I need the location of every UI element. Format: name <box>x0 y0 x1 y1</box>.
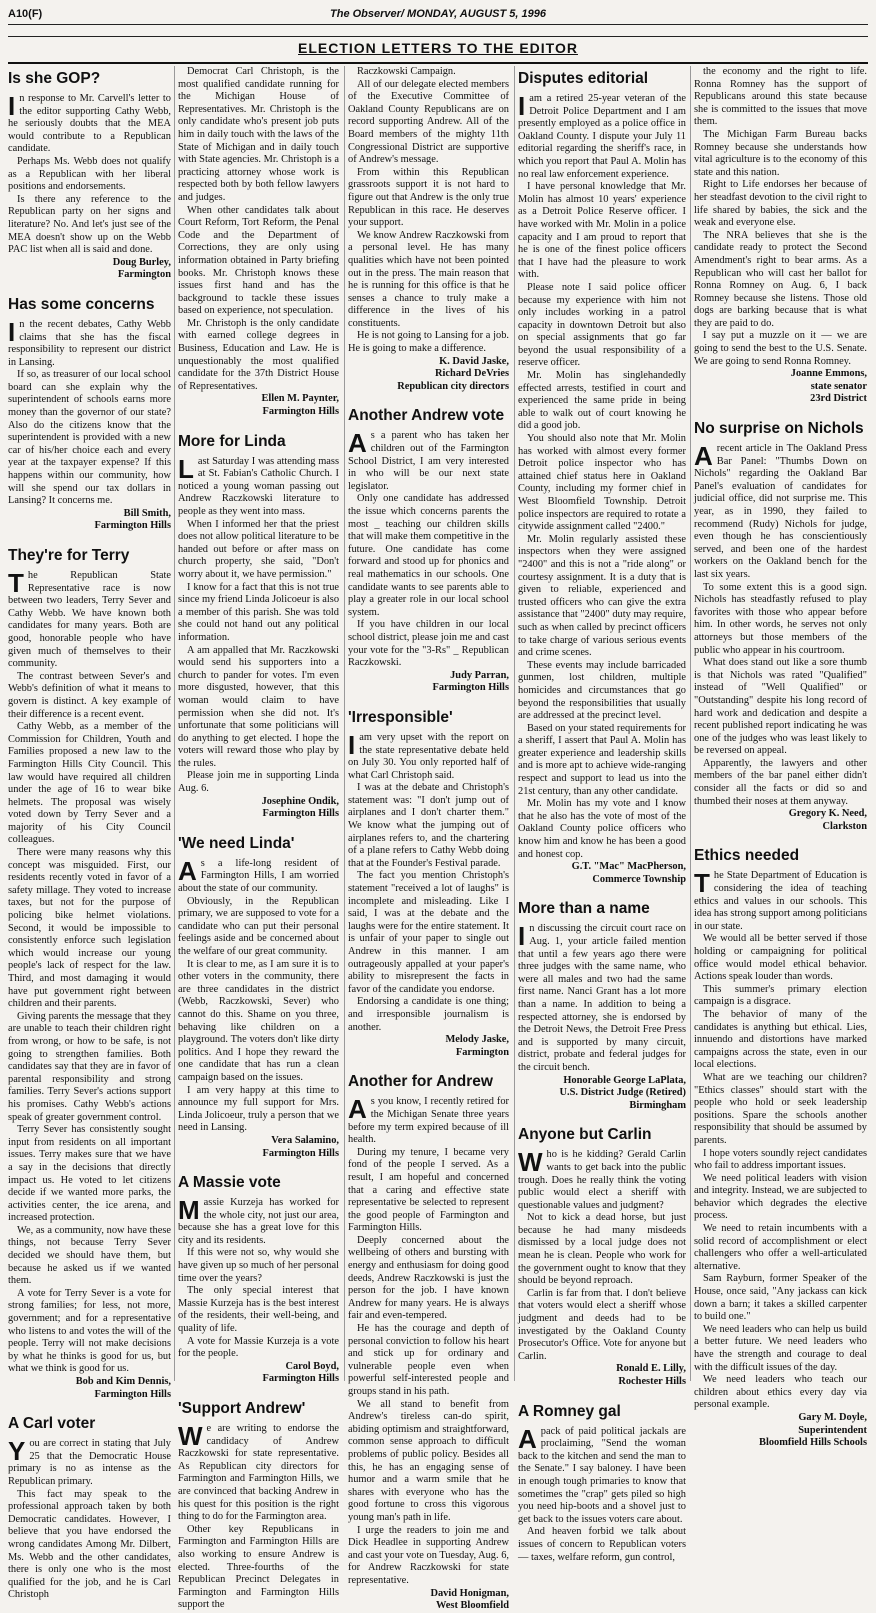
letter-headline: 'Support Andrew' <box>178 1400 306 1417</box>
letter-signature <box>518 1363 686 1388</box>
letter-paragraph: Deeply concerned about the wellbeing of others and bursting with energy and enthusiasm for doing good deeds, Andrew Raczkowski is just the person for the job. I have known Andrew for many years. He is always fair and even-tempered. <box>348 1234 509 1322</box>
letter-paragraph <box>8 93 171 156</box>
letter-signature <box>518 1075 686 1113</box>
section-rule <box>8 36 868 37</box>
letter-paragraph: These events may include barricaded gunmen, lost children, multiple homicides and circumstances that go beyond the responsibilities that usually are addressed at the precinct level. <box>518 659 686 722</box>
letter-paragraph <box>348 1096 509 1146</box>
letter <box>8 547 171 1401</box>
paragraph-text: recent article in The Oakland Press Bar Panel: "Thumbs Down on Nichols" regarding the Oakland Bar Panel's evaluation of candidates for judicial office, did not surprise me. This year, as in 1990, they failed to recommend (Rudy) Nichols for judge, even though he has conscientiously served, and been one of the hardest workers on the Oakland bench for the last six years. <box>694 443 867 580</box>
drop-cap: I <box>518 91 526 121</box>
letter-paragraph: Cathy Webb, as a member of the Commission for Children, Youth and Families proposed a new law to the Farmington Hills City Council. This law would have required all children under the age of 16 to wear bike helmets. The proposal was wisely voted down by Terry Sever and a majority of his City Council colleagues. <box>8 721 171 846</box>
letter-signature <box>348 670 509 695</box>
letter-paragraph <box>518 923 686 1074</box>
signature-line: Joanne Emmons, <box>790 368 867 380</box>
letter-paragraph: Sam Rayburn, former Speaker of the House, once said, "Any jackass can kick down a barn; it takes a skilled carpenter to build one." <box>694 1273 867 1323</box>
letter-paragraph: You should also note that Mr. Molin has worked with almost every former Detroit police inspector who has attained chief status here in Oakland County, including my former chief in West Bloomfield Township. Detroit police inspectors are required to rotate a citywide assignment called "2400." <box>518 433 686 533</box>
column-2 <box>178 66 340 1611</box>
paragraph-text: n discussing the circuit court race on Aug. 1, your article failed mention that until a few years ago there were three judges with the same name, who were all males and two had the same first name. Nanci Grant has a lot more than a name. In addition to being a respected attorney, she is endorsed by the Detroit News, the Detroit Free Press and is supported by many circuit, district, probate and federal judges for the circuit bench. <box>518 923 686 1073</box>
letter-paragraph: We would all be better served if those holding or campaigning for political office would model ethical behavior. Actions speak louder than words. <box>694 933 867 983</box>
letter-paragraph: There were many reasons why this concept was misguided. First, our residents recently voted in favor of a safety millage. They voted to increase taxes, but not for the purpose of policing bike helmet violations. Second, it would be impossible to consistently enforce such legislation which would increase our young people's lack of respect for the law. Third, and most damaging it would have put government right between children and their parents. <box>8 847 171 1010</box>
letter-paragraph <box>178 855 339 896</box>
letter-paragraph: Obviously, in the Republican primary, we are supposed to vote for a candidate who can put their personal feelings aside and be concerned about the welfare of our great community. <box>178 895 339 957</box>
letter-paragraph: Right to Life endorses her because of her steadfast devotion to the civil right to life shared by babies, the sick and the weak and everyone else. <box>694 179 867 229</box>
letter-headline: 'We need Linda' <box>178 834 295 852</box>
letter-paragraph: If you have children in our local school district, please join me and cast your vote for the "3-Rs" _ Republican Raczkowski. <box>348 619 509 669</box>
letter-paragraph: A vote for Massie Kurzeja is a vote for the people. <box>178 1335 339 1360</box>
drop-cap: Y <box>8 1436 26 1467</box>
signature-line: Melody Jaske, <box>445 1034 509 1046</box>
letter-paragraph: The only special interest that Massie Kurzeja has is the best interest of the residents, their well-being, and quality of life. <box>178 1285 339 1335</box>
letter <box>8 296 171 533</box>
letter-paragraph: I have personal knowledge that Mr. Molin has almost 10 years' experience as a Detroit Police Reserve officer. I have worked with Mr. Molin in a police capacity and I am proud to report that he is one of the finest police officers that I have had the pleasure to work with. <box>518 181 686 281</box>
letter <box>348 1073 509 1612</box>
letter-paragraph: I hope voters soundly reject candidates who fail to address important issues. <box>694 1147 867 1172</box>
column-divider <box>514 66 515 1381</box>
letter-paragraph: Apparently, the lawyers and other members of the bar panel either didn't consider all the facts or did so and thumbed their noses at them anyway. <box>694 757 867 807</box>
signature-line: U.S. District Judge (Retired) <box>559 1087 686 1099</box>
letter-paragraph: Mr. Molin regularly assisted these inspectors when they were assigned "2400" and this is not a "ride along" or courtesy assignment. It is a duty that is given to reliable, experienced and trusted officers who can give the extra assistance that "2400" duty may require, such as when called by precinct officers to take charge of various serious events and crime scenes. <box>518 533 686 659</box>
letter-paragraph: I am very happy at this time to announce my full support for Mrs. Linda Jolicoeur, truly a person that we need in Lansing. <box>178 1084 339 1134</box>
letter-paragraph: Is there any reference to the Republican party on her signs and literature? No. And let's just see of the MEA doesn't show up on the Webb PAC list when all is said and done. <box>8 193 171 256</box>
drop-cap: T <box>694 868 710 899</box>
letter-paragraph: We need political leaders with vision and integrity. Instead, we are subjected to behavior which degrades the elective process. <box>694 1172 867 1222</box>
letter <box>518 70 686 886</box>
column-4 <box>518 66 686 1563</box>
letter-headline: A Massie vote <box>178 1174 281 1192</box>
letter-paragraph: We know Andrew Raczkowski from a personal level. He has many qualities which have not been pointed out in the press. The main reason that he is running for this office is that he senses a chance to truly make a difference in the lives of his constituents. <box>348 229 509 329</box>
letter-paragraph: If so, as treasurer of our local school board can she explain why the superintendent of schools earns more money than the governor of our state? Also do the citizens know that the superintendent is provided with a new car of his/her choice each and every year at the taxpayer expense? If this happens within our community, how will she spend our tax dollars in Lansing? It concerns me. <box>8 369 171 507</box>
letter <box>518 900 686 1112</box>
letter-paragraph: We need to retain incumbents with a solid record of accomplishment or elect challengers who offer a well-articulated alternative. <box>694 1223 867 1272</box>
signature-line: Gary M. Doyle, <box>798 1411 867 1423</box>
signature-line: Republican city directors <box>397 380 509 392</box>
page-number: A10(F) <box>8 8 43 20</box>
drop-cap: I <box>348 729 356 760</box>
drop-cap: I <box>8 316 16 347</box>
letter-paragraph: And heaven forbid we talk about issues of concern to Republican voters — taxes, welfare reform, gun control, <box>518 1526 686 1563</box>
letter-signature <box>8 508 171 533</box>
drop-cap: I <box>518 921 526 952</box>
letter-paragraph <box>694 443 867 582</box>
signature-line: Farmington Hills <box>432 682 509 694</box>
top-rule <box>8 24 868 25</box>
column-5 <box>694 66 867 1449</box>
letter-signature <box>348 1588 509 1613</box>
letter-paragraph: It is clear to me, as I am sure it is to other voters in the community, there are three candidates in the district (Webb, Raczkowski, Sever) who cannot do this. Shame on you three, behaving like children on a playground. The voters don't like dirty politics. And I hope they reward the one candidate that has run a clean campaign based on the issues. <box>178 958 339 1083</box>
banner-rule <box>8 62 868 64</box>
signature-line: Josephine Ondik, <box>261 795 339 807</box>
letter-paragraph: We need leaders who teach our children about ethics every day via personal example. <box>694 1374 867 1411</box>
signature-line: Birmingham <box>629 1099 686 1111</box>
page-folio <box>8 6 868 24</box>
column-1 <box>8 66 171 1601</box>
letter-paragraph: He is not going to Lansing for a job. He is going to make a difference. <box>348 330 509 355</box>
drop-cap: M <box>178 1195 200 1226</box>
letter-paragraph <box>8 1438 171 1488</box>
paragraph-text: e are writing to endorse the candidacy of Andrew Raczkowski for state representative. As Republican city directors for Farmington and Farmington Hills, we are convinced that backing Andrew in his quest for this position is the right thing to do for the Farmington area. <box>178 1423 339 1523</box>
column-divider <box>344 66 345 1381</box>
column-divider <box>174 66 175 1381</box>
letter-headline: More for Linda <box>178 432 286 450</box>
letter-paragraph: A am appalled that Mr. Raczkowski would send his supporters into a church to pander for votes. I'm even more disgusted, however, that this woman would claim to have permission when she did not. It's unfortunate that some politicians will do anything to get elected. I hope the voters will reward those who play by the rules. <box>178 644 339 769</box>
letter-paragraph: Mr. Molin has singlehandedly effected arrests, testified in court and experienced the same pride in being able to walk out of court knowing he did a good job. <box>518 370 686 432</box>
letter-headline: They're for Terry <box>8 547 130 564</box>
letter-headline: A Carl voter <box>8 1415 96 1433</box>
letter-headline: No surprise on Nichols <box>694 420 864 438</box>
letter-paragraph: I urge the readers to join me and Dick Headlee in supporting Andrew and cast your vote on Tuesday, Aug. 6, for Andrew Raczkowski for state representative. <box>348 1524 509 1586</box>
letter <box>694 66 867 406</box>
letter <box>178 433 339 821</box>
signature-line: Farmington Hills <box>94 520 171 532</box>
letter-paragraph: the economy and the right to life. Ronna Romney has the support of Republicans around this state because she is committed to the issues that move them. <box>694 66 867 128</box>
letter-paragraph: If this were not so, why would she have given up so much of her personal time over the years? <box>178 1247 339 1284</box>
letter-paragraph: The contrast between Sever's and Webb's definition of what it means to govern is distinct. A key example of their difference is a recent event. <box>8 670 171 720</box>
letter-paragraph: Carlin is far from that. I don't believe that voters would elect a sheriff whose judgment and deeds had to be investigated by the Oakland County Prosecutor's Office. Vote for anyone but Carlin. <box>518 1287 686 1362</box>
letter-signature <box>178 1361 339 1386</box>
signature-line: Richard DeVries <box>435 368 509 380</box>
letter-paragraph: Not to kick a dead horse, but just because he had many misdeeds dismissed by a local judge does not mean he is clean. People who work for the government ought to know that they should be beyond reproach. <box>518 1212 686 1287</box>
letter-signature <box>348 1034 509 1059</box>
letter <box>348 407 509 694</box>
letter-paragraph <box>348 729 509 782</box>
letter-paragraph: We need leaders who can help us build a better future. We need leaders who have the strength and courage to deal with the difficult issues of the day. <box>694 1323 867 1373</box>
letter-paragraph <box>178 453 339 519</box>
paragraph-text: ou are correct in stating that July 25 that the Democratic House primary is no as intense as the Republican primary. <box>8 1438 171 1487</box>
letter <box>518 1126 686 1388</box>
column-3 <box>348 66 509 1612</box>
signature-line: Bob and Kim Dennis, <box>75 1376 171 1387</box>
drop-cap: W <box>518 1147 543 1178</box>
letter-paragraph: The NRA believes that she is the candidate ready to protect the Second Amendment's right to bear arms. As a Republican who will cast her ballot for Ronna Romney on Aug. 6, I back Romney because she listens. Those old dogs are barking because that is what they are paid to do. <box>694 229 867 329</box>
letter-paragraph: Only one candidate has addressed the issue which concerns parents the most _ teaching our children skills that will make them competitive in the future. One candidate has come forward and stood up for phonics and real mathematics in our schools. One candidate wants to see parents able to play a greater role in our local school system. <box>348 493 509 618</box>
signature-line: G.T. "Mac" MacPherson, <box>571 861 686 873</box>
paragraph-text: he Republican State Representative race is now between two leaders, Terry Sever and Cathy Webb. We have known both candidates for many years. Both are good, honorable people who have given much of themselves to their community. <box>8 570 171 670</box>
signature-line: Judy Parran, <box>450 669 509 681</box>
letter-paragraph: The fact you mention Christoph's statement "received a lot of laughs" is incomplete and misleading. Like I said, I was at the debate and the laughs were for the entire statement. It is unfair of your paper to single out Andrew in this manner. I am outrageously appalled at your paper's ability to misrepresent the facts in favor of the candidate you endorse. <box>348 870 509 995</box>
paragraph-text: s you know, I recently retired for the Michigan Senate three years before my term expired because of ill health. <box>348 1096 509 1146</box>
signature-line: 23rd District <box>810 393 867 405</box>
paragraph-text: assie Kurzeja has worked for the whole city, not just our area, because she has a great love for this city and its residents. <box>178 1197 339 1246</box>
letter <box>178 1174 339 1386</box>
signature-line: Superintendent <box>798 1424 867 1436</box>
paragraph-text: am a retired 25-year veteran of the Detroit Police Department and I am presently employed as a police office in Oakland County. I dispute your July 11 editorial regarding the sheriff's race, in which you report that Paul A. Molin has no real law enforcement experience. <box>518 93 686 180</box>
letter-paragraph <box>348 430 509 493</box>
letter-headline: A Romney gal <box>518 1402 621 1420</box>
letter-headline: Anyone but Carlin <box>518 1126 652 1144</box>
drop-cap: A <box>348 428 367 459</box>
letter-paragraph <box>178 1197 339 1247</box>
signature-line: Farmington Hills <box>262 808 339 820</box>
letter-paragraph: Mr. Christoph is the only candidate with earned college degrees in Business, Education and Law. He is unquestionably the most qualified candidate for the 37th District House of Representatives. <box>178 317 339 392</box>
letter-paragraph: We, as a community, now have these things, not because Terry Sever decided we should have them, but because he asked us if we wanted them. <box>8 1224 171 1287</box>
letter <box>348 66 509 393</box>
signature-line: Farmington Hills <box>94 1388 171 1400</box>
paragraph-text: s a parent who has taken her children out of the Farmington School District, I am very interested in who will be our next state legislator. <box>348 430 509 492</box>
dateline: The Observer/ MONDAY, AUGUST 5, 1996 <box>330 8 546 20</box>
paragraph-text: am very upset with the report on the state representative debate held on July 30. You only reported half of what Carl Christoph said. <box>348 731 509 781</box>
drop-cap: A <box>694 441 713 472</box>
signature-line: Ellen M. Paynter, <box>261 393 339 405</box>
letter-paragraph: Terry Sever has consistently sought input from residents on all important issues. Terry makes sure that we have a say in the decisions that directly impact us. He voted to let citizens decide if we wanted more parks, the activities center, the ice arena, and increased protection. <box>8 1124 171 1224</box>
signature-line: Ronald E. Lilly, <box>616 1363 686 1375</box>
letter <box>694 420 867 833</box>
letter-paragraph: What are we teaching our children? "Ethics classes" should start with the people who hold or seek leadership positions. Spare the schools another responsibility that should be assumed by parents. <box>694 1071 867 1146</box>
letter-headline: Another for Andrew <box>348 1073 493 1091</box>
drop-cap: I <box>8 91 16 121</box>
letter-paragraph: To some extent this is a good sign. Nichols has steadfastly refused to play favorites with those who appear before him. In other words, he serves not only attorneys but those members of the public who appear in his courtroom. <box>694 581 867 656</box>
paragraph-text: s a life-long resident of Farmington Hills, I am worried about the state of our community. <box>178 857 339 895</box>
drop-cap: T <box>8 568 24 598</box>
letter-paragraph: Please join me in supporting Linda Aug. 6. <box>178 770 339 795</box>
drop-cap: W <box>178 1421 203 1451</box>
signature-line: Clarkston <box>822 820 867 832</box>
signature-line: Rochester Hills <box>618 1376 686 1387</box>
letter-paragraph: I know for a fact that this is not true since my friend Linda Jolicoeur is also a member of this parish. She was told she could not hand out any political information. <box>178 581 340 643</box>
paragraph-text: ho is he kidding? Gerald Carlin wants to get back into the public trough. Does he really think the voting public would elect a sheriff with questionable values and judgment? <box>518 1149 686 1211</box>
paragraph-text: he State Department of Education is considering the idea of teaching ethics and values in our schools. This idea has strong support among politicians in our state. <box>694 870 867 932</box>
letter-paragraph: Mr. Molin has my vote and I know that he also has the vote of most of the Oakland County police officers who know him and know he has been a good and honest cop. <box>518 798 686 860</box>
letter-headline: Has some concerns <box>8 295 155 313</box>
letter-signature <box>178 796 339 821</box>
letter-paragraph <box>8 316 171 369</box>
letter-signature <box>178 1135 339 1160</box>
signature-line: Vera Salamino, <box>271 1134 339 1146</box>
letter-paragraph: From within this Republican grassroots support it is not hard to figure out that Andrew is the only true Republican in this race. He deserves your support. <box>348 166 509 229</box>
letter-paragraph: This fact may speak to the professional approach taken by both Democratic candidates. However, I believe that you have endorsed the wrong candidates Among Mr. Dilbert, Ms. Webb and the other candidates, there is only one who is the most qualified for the job, and he is Carl Christoph <box>8 1488 171 1601</box>
letter-paragraph: He has the courage and depth of personal conviction to follow his heart and stick up for ordinary and vulnerable people even when powerful self-interested people and groups stand in his path. <box>348 1323 509 1397</box>
letter-paragraph: I was at the debate and Christoph's statement was: "I don't jump out of airplanes and I don't charter them." We know what the jumping out of airplanes refers to, and the chartering of a plane refers to Cathy Webb doing that at the Founder's Festival parade. <box>348 782 509 869</box>
letter-paragraph: I say put a muzzle on it — we are going to send the best to the U.S. Senate. We are going to send Ronna Romney. <box>694 330 867 367</box>
signature-line: David Honigman, <box>430 1587 509 1599</box>
signature-line: Commerce Township <box>592 873 686 885</box>
letter-paragraph <box>518 1149 686 1212</box>
signature-line: state senator <box>810 380 867 392</box>
letter-paragraph <box>518 93 686 181</box>
signature-line: Bloomfield Hills Schools <box>759 1437 867 1449</box>
letter-paragraph <box>518 1423 686 1527</box>
letter-signature <box>694 1412 867 1450</box>
letter <box>348 709 509 1059</box>
signature-line: West Bloomfield <box>435 1600 509 1612</box>
paragraph-text: pack of paid political jackals are proclaiming, "Send the woman back to the kitchen and send the man to the Senate." I say baloney. I have been in enough tough primaries to know that sometimes the "crap" gets piled so high you need hip-boots and a shovel just to get back to the issues voters care about. <box>518 1425 686 1525</box>
letter-paragraph: This summer's primary election campaign is a disgrace. <box>694 983 867 1008</box>
drop-cap: A <box>348 1094 367 1125</box>
letter-paragraph: Other key Republicans in Farmington and Farmington Hills are also working to ensure Andrew is elected. Three-fourths of the Republican Precinct Delegates in Farmington and Farmington Hills support the <box>178 1523 339 1611</box>
signature-line: Farmington Hills <box>262 1147 339 1159</box>
signature-line: Doug Burley, <box>112 256 171 268</box>
letter <box>178 66 339 419</box>
letter <box>178 835 339 1160</box>
letter-signature <box>178 393 339 418</box>
signature-line: Farmington Hills <box>262 406 339 418</box>
letter-paragraph <box>178 1423 339 1524</box>
letter-headline: 'Irresponsible' <box>348 708 453 726</box>
letter-headline: More than a name <box>518 900 650 918</box>
letter-paragraph: Perhaps Ms. Webb does not qualify as a Republican with her liberal positions and endorsements. <box>8 155 171 193</box>
column-divider <box>690 66 691 1381</box>
letter-paragraph: Raczkowski Campaign. <box>357 66 456 77</box>
letter-signature <box>8 257 171 282</box>
signature-line: Gregory K. Need, <box>788 808 867 820</box>
letter-headline: Is she GOP? <box>8 70 101 87</box>
drop-cap: A <box>518 1423 537 1454</box>
section-title: ELECTION LETTERS TO THE EDITOR <box>298 40 578 56</box>
letter-signature <box>348 356 509 394</box>
letter-paragraph: When other candidates talk about Court Reform, Tort Reform, the Penal Code and the Department of Corrections, they are only using information obtained in Party briefing books. Mr. Christoph knows these issues first hand and has the background to tackle these issues based on experience, not speculation. <box>178 204 339 317</box>
paragraph-text: n the recent debates, Cathy Webb claims that she has the fiscal responsibility to represent our district in Lansing. <box>8 318 171 368</box>
letter-paragraph: During my tenure, I became very fond of the people I served. As a result, I am hopeful and concerned that a caring and effective state representative be selected to represent the good people of Farmington and Farmington Hills. <box>348 1146 509 1234</box>
letter-signature <box>8 1376 171 1401</box>
signature-line: Farmington Hills <box>262 1373 339 1385</box>
letter-paragraph: When I informed her that the priest does not allow political literature to be handed out before or after mass on church property, she said, "Don't worry about it, we have permission." <box>178 518 339 580</box>
signature-line: Farmington <box>455 1046 509 1058</box>
paragraph-text: ast Saturday I was attending mass at St. Fabian's Catholic Church. I noticed a young woman passing out Andrew Raczkowski literature to people as they went into mass. <box>178 455 339 517</box>
letter-paragraph: What does stand out like a sore thumb is that Nichols was rated "Qualified" instead of "Well Qualified" or "Outstanding" despite his long record of hard work and dedication and despite a recent published report indicating he was one of the judges who was least likely to be reversed on appeal. <box>694 657 867 757</box>
letter <box>8 1415 171 1602</box>
signature-line: Bill Smith, <box>123 507 171 519</box>
signature-line: K. David Jaske, <box>439 355 509 367</box>
drop-cap: L <box>178 453 194 484</box>
signature-line: Carol Boyd, <box>285 1360 339 1372</box>
letter-paragraph <box>694 870 867 933</box>
letter-paragraph: A vote for Terry Sever is a vote for strong families; for less, not more, government; and for a representative who listens to and votes the will of the people. Terry will not make decisions by what he thinks is good for us, but what we think is good for us. <box>8 1287 171 1375</box>
letter-headline: Disputes editorial <box>518 70 649 87</box>
letter <box>8 70 171 282</box>
letter-paragraph: We all stand to benefit from Andrew's tireless can-do spirit, abiding optimism and straightforward, common sense approach to difficult problems of public policy. Besides all this, he has an engaging sense of humor and a warm smile that he shares with everyone who has the good fortune to cross this vigorous young man's path in life. <box>348 1398 509 1523</box>
letter-paragraph: The Michigan Farm Bureau backs Romney because she understands how vital agriculture is to the economy of this state and this nation. <box>694 128 867 178</box>
letter-paragraph: Giving parents the message that they are unable to teach their children right from wrong, or how to be safe, is not going to strengthen families. Both candidates say that they are in favor of parental responsibility and strong families. Terry Sever's actions support his promises. Cathy Webb's actions speak of greater government control. <box>8 1010 171 1123</box>
signature-line: Honorable George LaPlata, <box>563 1074 686 1086</box>
letter-paragraph: Please note I said police officer because my experience with him not only includes working in a patrol capacity in downtown Detroit but also on special assignments that go far beyond the usual responsibility of a reserve officer. <box>518 281 686 369</box>
letter <box>518 1403 686 1565</box>
letter-headline: Another Andrew vote <box>348 407 505 425</box>
letter-paragraph: Democrat Carl Christoph, is the most qualified candidate running for the Michigan House of Representatives. Mr. Christoph is the only candidate who's present job puts him in daily touch with the laws of the State of Michigan and in daily touch with State agencies. Mr. Christoph is a practicing attorney whose work is respected both by both fellow lawyers and judges. <box>178 66 339 203</box>
letter-paragraph: The behavior of many of the candidates is anything but ethical. Lies, innuendo and distortions have marked campaigns across the state, even in our local elections. <box>694 1008 867 1071</box>
letter-signature <box>694 368 867 406</box>
letter-paragraph <box>8 570 171 671</box>
letter-paragraph: Endorsing a candidate is one thing; and irresponsible journalism is another. <box>348 996 509 1033</box>
letter <box>694 847 867 1449</box>
paragraph-text: n response to Mr. Carvell's letter to the editor supporting Cathy Webb, he seriously doubts that the MEA would contribute to a Republican candidate. <box>8 93 171 155</box>
drop-cap: A <box>178 855 197 886</box>
letter-headline: Ethics needed <box>694 847 800 865</box>
letter-paragraph: All of our delegate elected members of the Executive Committee of Oakland County Republicans are on record supporting Andrew. All of the Board members of the mighty 11th Congressional District are supportive of Andrew's message. <box>348 78 509 166</box>
letter-signature <box>694 808 867 833</box>
letter <box>178 1400 339 1612</box>
letter-paragraph: Based on your stated requirements for a sheriff, I assert that Paul A. Molin has greater experience and leadership skills and is more apt to achieve wide-ranging respect and support to lead us into the 21st century, than any other candidate. <box>518 722 686 797</box>
signature-line: Farmington <box>117 269 171 281</box>
letter-signature <box>518 861 686 886</box>
